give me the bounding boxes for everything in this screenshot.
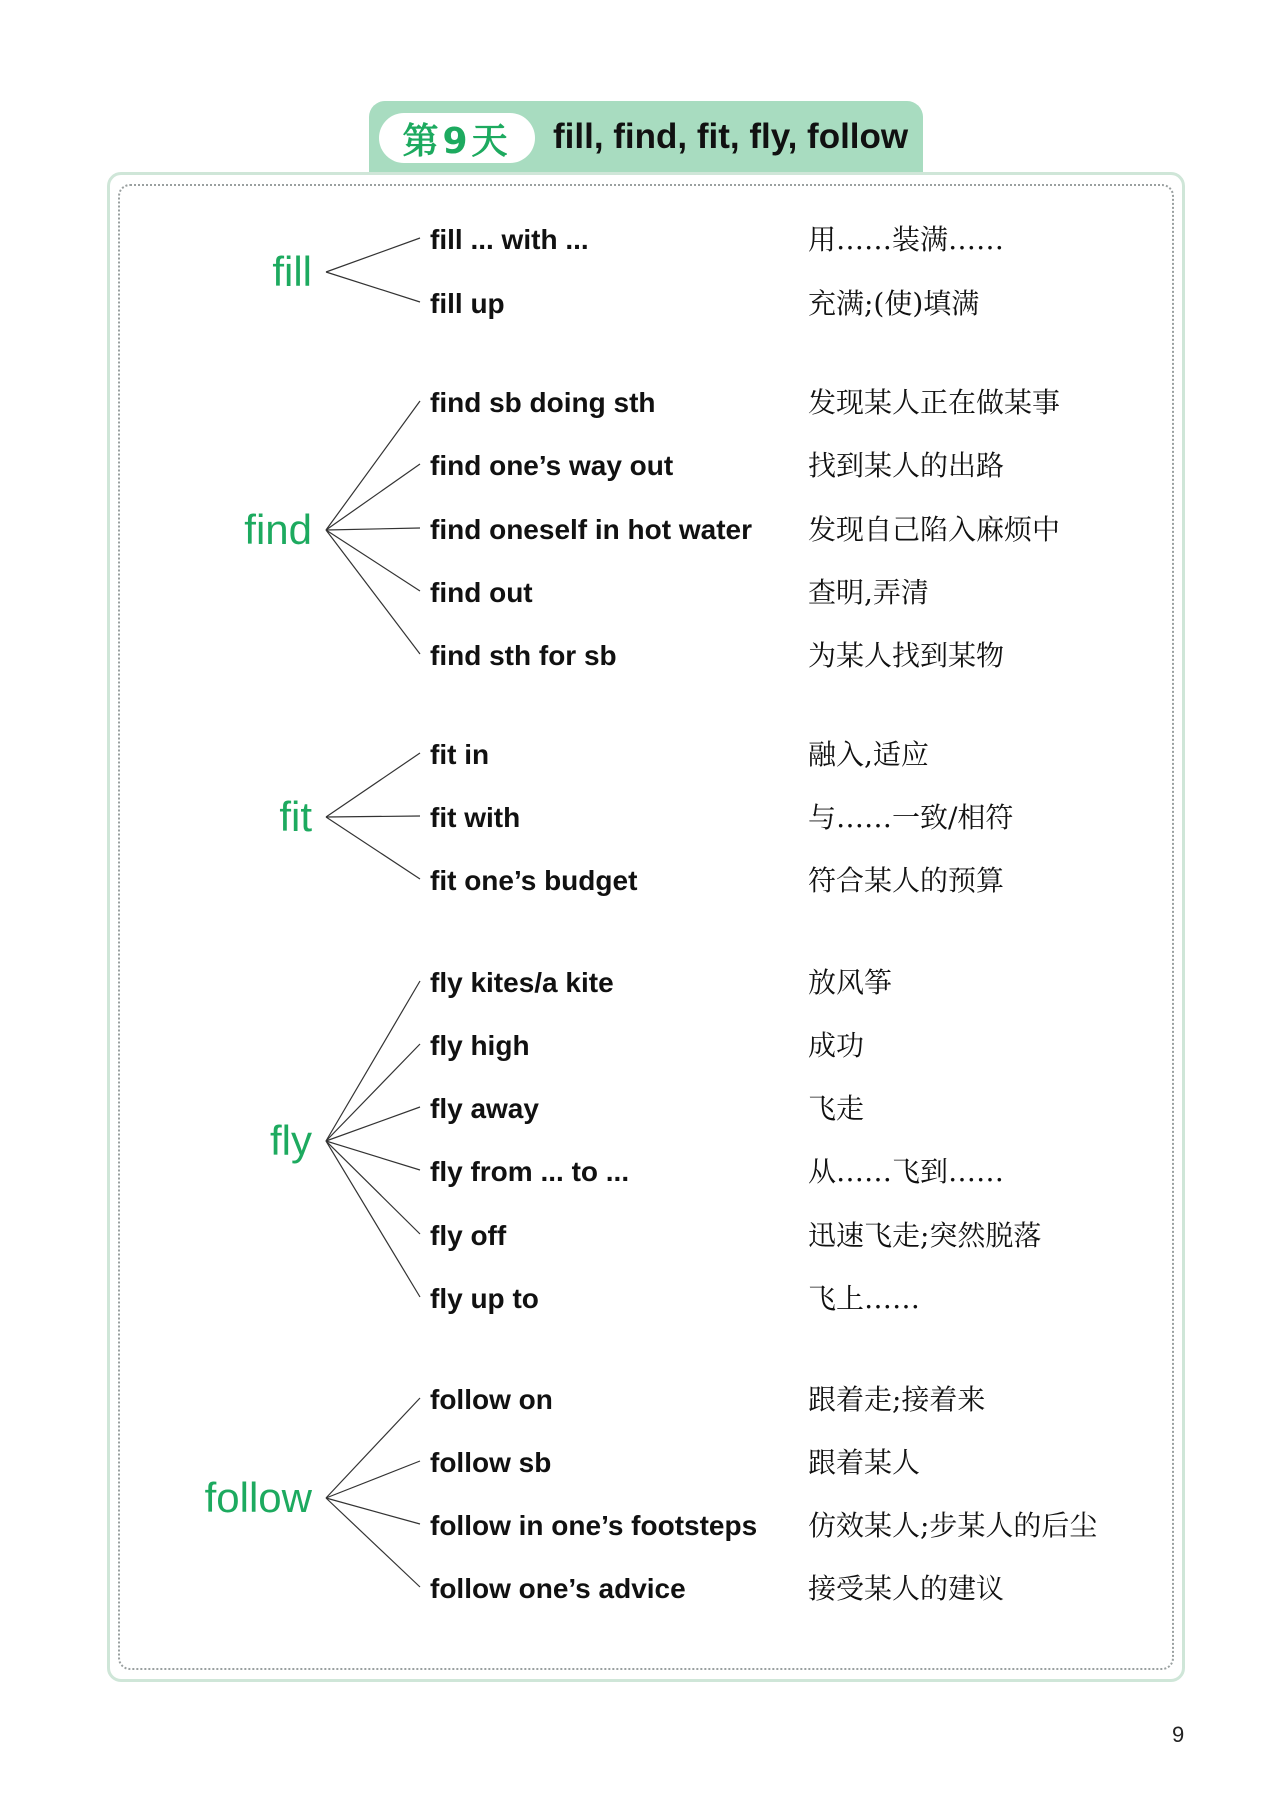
page-number: 9 — [1172, 1722, 1185, 1747]
meaning: 发现自己陷入麻烦中 — [808, 513, 1061, 546]
connector-line — [326, 1141, 420, 1297]
meaning: 跟着走;接着来 — [808, 1383, 986, 1416]
meaning: 发现某人正在做某事 — [808, 386, 1061, 419]
meaning: 融入,适应 — [808, 738, 929, 771]
headword: find — [244, 506, 312, 553]
connector-line — [326, 816, 420, 817]
phrase: find one’s way out — [430, 450, 674, 481]
phrase: fly away — [430, 1093, 539, 1124]
meaning: 查明,弄清 — [808, 576, 929, 609]
meaning: 跟着某人 — [808, 1446, 921, 1479]
meaning: 放风筝 — [808, 966, 893, 999]
meaning: 迅速飞走;突然脱落 — [808, 1219, 1042, 1252]
meaning: 用……装满…… — [808, 223, 1005, 256]
headword: follow — [204, 1474, 312, 1521]
phrase: follow one’s advice — [430, 1573, 686, 1604]
connector-line — [326, 1461, 420, 1498]
connector-line — [326, 817, 420, 879]
phrase: fly up to — [430, 1283, 539, 1314]
meaning: 飞上…… — [808, 1282, 921, 1315]
connector-line — [326, 1044, 420, 1141]
phrase: fit in — [430, 739, 490, 770]
connector-line — [326, 981, 420, 1141]
phrase: fly off — [430, 1220, 507, 1251]
connector-line — [326, 530, 420, 591]
phrase: fill ... with ... — [430, 224, 589, 255]
connector-line — [326, 464, 420, 530]
phrase: fly kites/a kite — [430, 967, 614, 998]
headword: fill — [272, 248, 312, 295]
meaning: 找到某人的出路 — [808, 449, 1005, 482]
headword: fly — [270, 1117, 312, 1164]
phrase: find sth for sb — [430, 640, 617, 671]
meaning: 成功 — [808, 1029, 865, 1062]
connector-line — [326, 1107, 420, 1141]
connector-line — [326, 272, 420, 302]
connector-line — [326, 1398, 420, 1498]
phrase: fill up — [430, 288, 505, 319]
connector-line — [326, 528, 420, 530]
phrase: fly from ... to ... — [430, 1156, 630, 1187]
meaning: 符合某人的预算 — [808, 864, 1005, 897]
connector-line — [326, 753, 420, 817]
phrase: fly high — [430, 1030, 530, 1061]
phrase: follow sb — [430, 1447, 552, 1478]
meaning: 仿效某人;步某人的后尘 — [808, 1509, 1098, 1542]
phrase: find out — [430, 577, 533, 608]
meaning: 充满;(使)填满 — [808, 287, 980, 320]
meaning: 接受某人的建议 — [808, 1572, 1005, 1605]
connector-line — [326, 401, 420, 530]
phrase: follow in one’s footsteps — [430, 1510, 758, 1541]
connector-line — [326, 530, 420, 654]
day-label: 第9天 — [379, 113, 535, 163]
phrase: follow on — [430, 1384, 553, 1415]
meaning: 为某人找到某物 — [808, 639, 1005, 672]
phrase: fit with — [430, 802, 521, 833]
phrase: find oneself in hot water — [430, 514, 753, 545]
meaning: 飞走 — [808, 1092, 865, 1125]
phrase: find sb doing sth — [430, 387, 656, 418]
phrase: fit one’s budget — [430, 865, 638, 896]
meaning: 从……飞到…… — [808, 1155, 1005, 1188]
connector-line — [326, 238, 420, 272]
meaning: 与……一致/相符 — [808, 801, 1014, 834]
page-title: fill, find, fit, fly, follow — [553, 117, 909, 156]
headword: fit — [279, 793, 312, 840]
